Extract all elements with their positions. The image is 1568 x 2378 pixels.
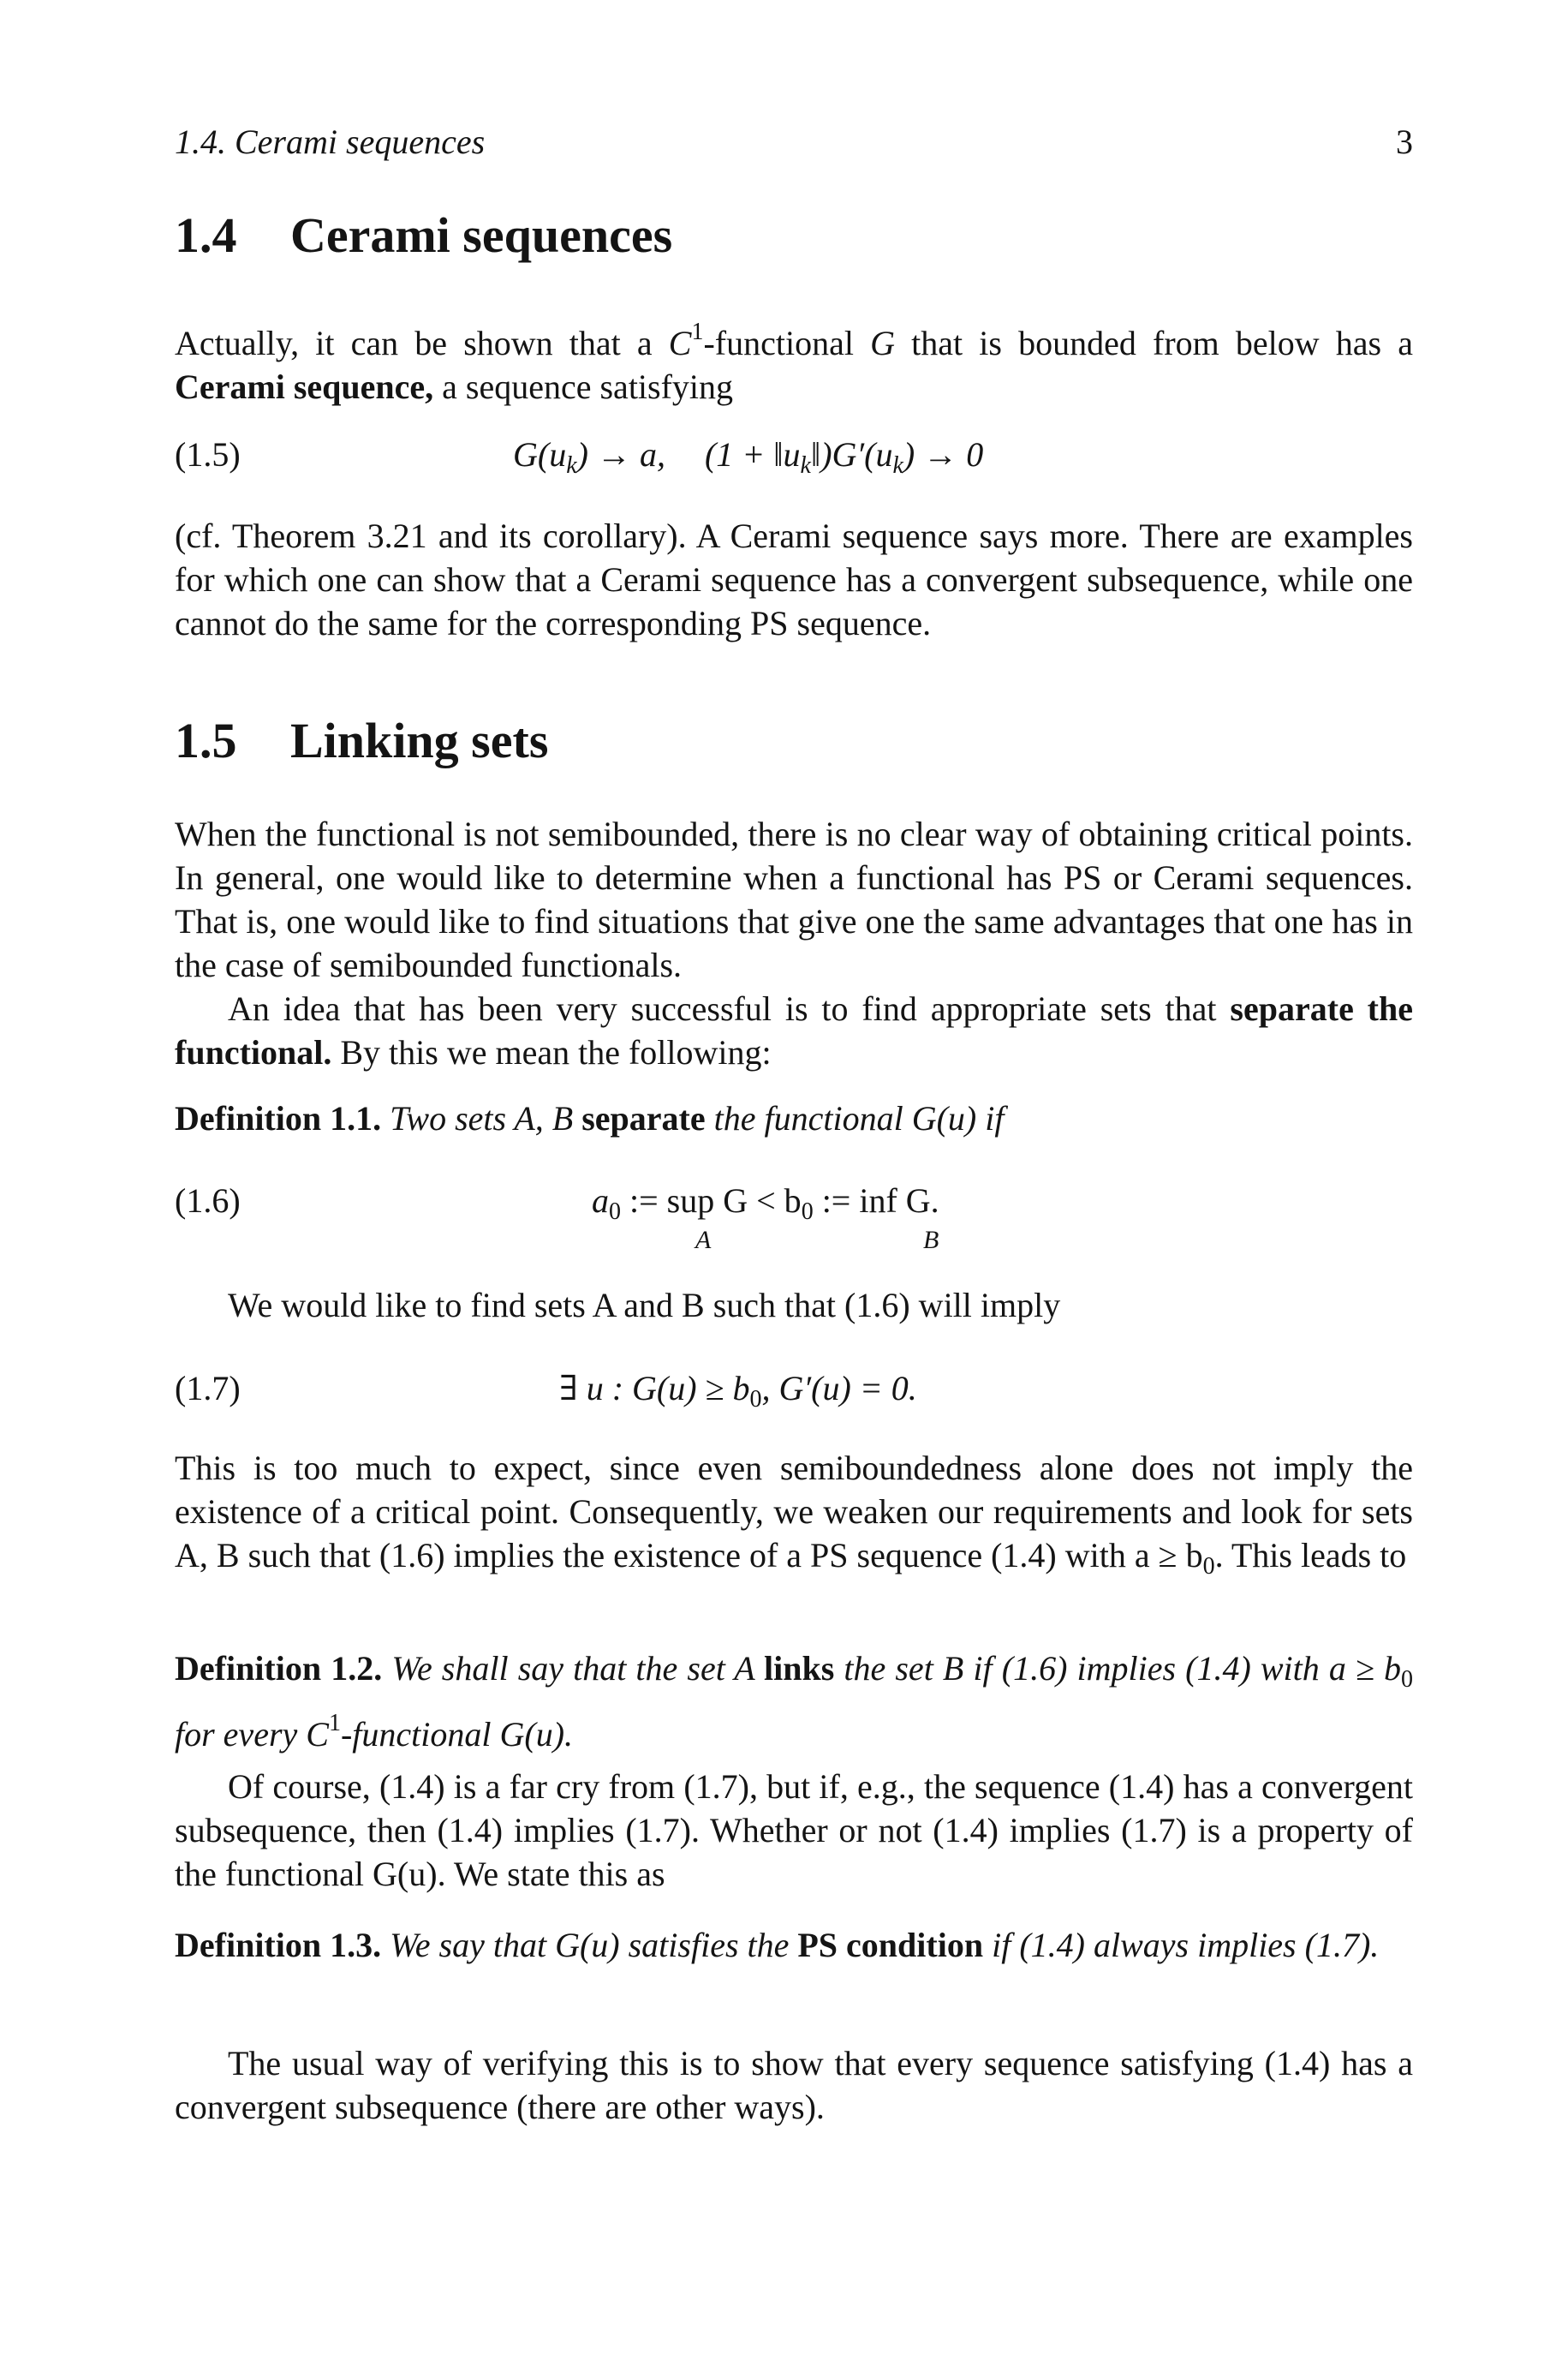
section-title: Cerami sequences (290, 207, 673, 263)
equation-tag: (1.6) (175, 1181, 241, 1220)
running-head (175, 120, 1413, 164)
definition-1-1: Definition 1.1. Two sets A, B separate the functional G(u) if (175, 1099, 1005, 1138)
section-heading-1-5 (175, 711, 548, 771)
equation-tag: (1.5) (175, 435, 241, 474)
equation-1-6 (175, 1179, 1413, 1256)
equation-body: $G(u_k) \to a$, $(1 + ‖u_k‖)G'(u_k) \to 0$ (513, 435, 984, 479)
running-head-title: 1.4. Cerami sequences (175, 122, 486, 161)
definition-1-2: Definition 1.2. We shall say that the set A links the set B if (1.6) implies (1.4) with $a \ge b_0$ for every $C^1$-functional G(u). (175, 1649, 1414, 1754)
paragraph-cerami-intro: Actually, it can be shown that a $C^1$-functional G that is bounded from below has a Cerami sequence, a sequence satisfying (175, 319, 1413, 406)
equation-body: ∃ u : $G(u) \ge b_0$, G′(u) = 0. (559, 1369, 917, 1413)
equation-1-7 (175, 1366, 1413, 1418)
section-heading-1-4 (175, 206, 672, 266)
paragraph-too-much: This is too much to expect, since even semiboundedness alone does not imply the existence of a critical point. Consequently, we weaken our requirements and look for sets A, B such that (1.6) implies the existence of a PS sequence (1.4) with $a \ge b_0$. This leads to (175, 1449, 1413, 1580)
paragraph-cerami-remarks: (cf. Theorem 3.21 and its corollary). A Cerami sequence says more. There are examples for which one can show that a Cerami sequence has a convergent subsequence, while one cannot do the same for the corresponding PS sequence. (175, 517, 1413, 642)
definition-1-3: Definition 1.3. We say that G(u) satisfies the PS condition if (1.4) always implies (1.7). (175, 1926, 1380, 1964)
section-number: 1.5 (175, 713, 237, 768)
section-title: Linking sets (290, 713, 549, 768)
inf-subscript: B (923, 1226, 939, 1254)
paragraph-find-sets: We would like to find sets A and B such that (1.6) will imply (228, 1286, 1061, 1324)
paragraph-usual-way: The usual way of verifying this is to show that every sequence satisfying (1.4) has a convergent subsequence (there are other ways). (175, 2044, 1413, 2126)
paragraph-far-cry: Of course, (1.4) is a far cry from (1.7), but if, e.g., the sequence (1.4) has a convergent subsequence, then (1.4) implies (1.7). Whether or not (1.4) implies (1.7) is a property of the functional G(u). We state this as (175, 1767, 1413, 1893)
equation-tag: (1.7) (175, 1369, 241, 1407)
section-number: 1.4 (175, 207, 237, 263)
paragraph-linking-intro: When the functional is not semibounded, there is no clear way of obtaining critical points. In general, one would like to determine when a functional has PS or Cerami sequences. That is, one would like to find situations that give one the same advantages that one has in the case of semibounded functionals. (175, 815, 1413, 984)
page-number: 3 (1396, 122, 1413, 161)
equation-body: $a_0$ := sup $G < b_0$ := inf G. (592, 1181, 939, 1225)
paragraph-separate-functional: An idea that has been very successful is to find appropriate sets that separate the functional. By this we mean the following: (175, 989, 1414, 1072)
equation-1-5 (175, 433, 1413, 484)
sup-subscript: A (695, 1226, 712, 1254)
